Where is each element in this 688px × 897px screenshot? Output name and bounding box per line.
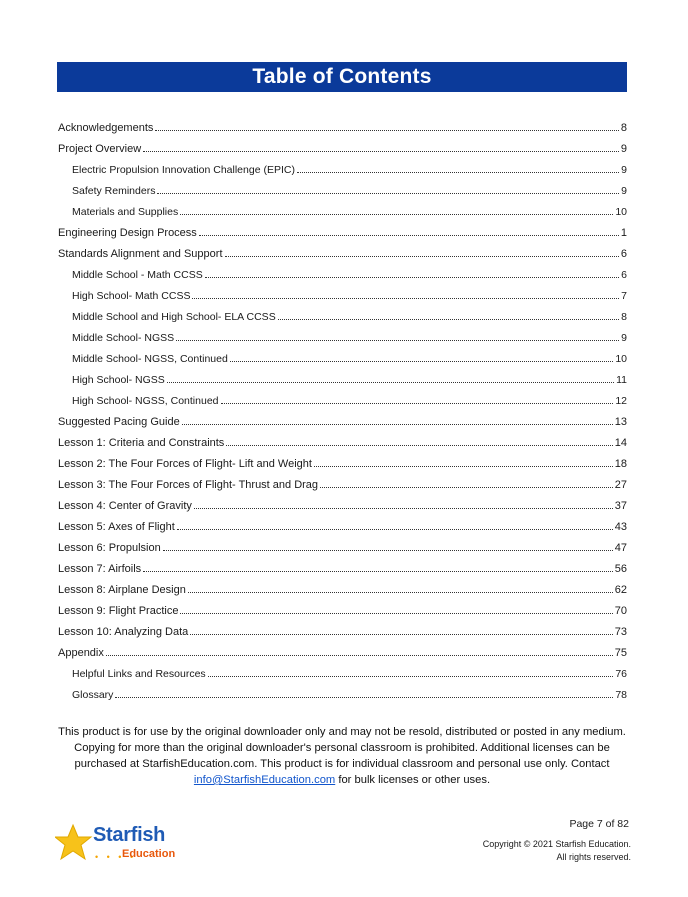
logo-dots: • • • • [95, 852, 137, 862]
toc-entry-label: Glossary [72, 689, 114, 701]
toc-entry-page: 6 [620, 248, 627, 260]
toc-dot-leader [143, 571, 613, 572]
toc-entry[interactable] [58, 307, 627, 328]
toc-entry-label: Acknowledgements [58, 122, 154, 134]
toc-dot-leader [278, 319, 619, 320]
toc-entry[interactable] [58, 349, 627, 370]
toc-entry-label: Middle School and High School- ELA CCSS [72, 311, 276, 323]
toc-entry-page: 10 [615, 206, 627, 218]
toc-entry-page: 43 [614, 521, 627, 533]
toc-entry-page: 7 [621, 290, 627, 302]
toc-entry-page: 78 [615, 689, 627, 701]
toc-dot-leader [155, 130, 618, 131]
toc-entry[interactable] [58, 685, 627, 706]
toc-entry[interactable] [58, 286, 627, 307]
page-number: Page 7 of 82 [569, 818, 629, 830]
toc-entry[interactable] [58, 643, 627, 664]
toc-entry-label: Lesson 7: Airfoils [58, 563, 142, 575]
toc-entry-label: Helpful Links and Resources [72, 668, 206, 680]
toc-dot-leader [225, 256, 619, 257]
toc-entry[interactable] [58, 244, 627, 265]
toc-entry-page: 12 [615, 395, 627, 407]
toc-entry-label: Lesson 1: Criteria and Constraints [58, 437, 225, 449]
toc-entry-label: Middle School- NGSS, Continued [72, 353, 228, 365]
toc-entry[interactable] [58, 202, 627, 223]
toc-entry-page: 6 [621, 269, 627, 281]
toc-entry[interactable] [58, 412, 627, 433]
toc-entry-label: Engineering Design Process [58, 227, 197, 239]
toc-dot-leader [194, 508, 613, 509]
toc-dot-leader [157, 193, 619, 194]
toc-entry-page: 62 [614, 584, 627, 596]
notice-text-end: for bulk licenses or other uses. [335, 774, 491, 786]
toc-entry-label: Standards Alignment and Support [58, 248, 223, 260]
toc-entry-page: 9 [621, 332, 627, 344]
toc-entry[interactable] [58, 160, 627, 181]
toc-entry-label: Appendix [58, 647, 104, 659]
page-title: Table of Contents [252, 65, 432, 88]
copyright-line-2: All rights reserved. [556, 852, 631, 862]
toc-entry-page: 9 [621, 164, 627, 176]
toc-entry-page: 75 [614, 647, 627, 659]
toc-title-banner [57, 62, 627, 92]
toc-entry-label: Lesson 10: Analyzing Data [58, 626, 189, 638]
toc-entry-page: 9 [621, 185, 627, 197]
toc-entry[interactable] [58, 580, 627, 601]
toc-dot-leader [205, 277, 619, 278]
toc-entry-page: 13 [614, 416, 627, 428]
toc-entry[interactable] [58, 265, 627, 286]
copyright-notice [483, 838, 631, 864]
toc-entry-page: 8 [621, 311, 627, 323]
toc-dot-leader [176, 340, 619, 341]
toc-entry[interactable] [58, 139, 627, 160]
toc-dot-leader [106, 655, 613, 656]
toc-entry-label: Project Overview [58, 143, 142, 155]
toc-entry-label: Middle School - Math CCSS [72, 269, 203, 281]
toc-entry-page: 73 [614, 626, 627, 638]
toc-dot-leader [297, 172, 619, 173]
toc-entry[interactable] [58, 538, 627, 559]
toc-entry-page: 27 [614, 479, 627, 491]
toc-entry[interactable] [58, 223, 627, 244]
toc-entry[interactable] [58, 517, 627, 538]
toc-dot-leader [320, 487, 613, 488]
logo-subtitle: Education [122, 848, 176, 860]
toc-entry-page: 14 [614, 437, 627, 449]
toc-dot-leader [226, 445, 612, 446]
toc-entry[interactable] [58, 601, 627, 622]
toc-dot-leader [182, 424, 613, 425]
toc-entry[interactable] [58, 118, 627, 139]
toc-dot-leader [177, 529, 613, 530]
toc-entry-page: 70 [614, 605, 627, 617]
toc-entry[interactable] [58, 181, 627, 202]
toc-dot-leader [180, 214, 613, 215]
toc-entry[interactable] [58, 496, 627, 517]
toc-dot-leader [163, 550, 613, 551]
toc-dot-leader [115, 697, 613, 698]
toc-entry[interactable] [58, 622, 627, 643]
toc-entry[interactable] [58, 475, 627, 496]
toc-dot-leader [208, 676, 614, 677]
toc-entry[interactable] [58, 328, 627, 349]
toc-entry-page: 47 [614, 542, 627, 554]
toc-entry-label: Lesson 8: Airplane Design [58, 584, 186, 596]
toc-entry-page: 1 [620, 227, 627, 239]
toc-entry-label: Lesson 6: Propulsion [58, 542, 161, 554]
toc-entry-page: 10 [615, 353, 627, 365]
toc-dot-leader [143, 151, 619, 152]
toc-entry-label: High School- NGSS, Continued [72, 395, 219, 407]
contact-email-link[interactable]: info@StarfishEducation.com [193, 774, 336, 786]
logo-wordmark: Starfish [93, 824, 166, 846]
toc-dot-leader [314, 466, 613, 467]
toc-entry[interactable] [58, 370, 627, 391]
toc-dot-leader [221, 403, 614, 404]
toc-entry-label: Suggested Pacing Guide [58, 416, 180, 428]
toc-entry-page: 76 [615, 668, 627, 680]
toc-entry[interactable] [58, 391, 627, 412]
toc-dot-leader [167, 382, 614, 383]
toc-entry-label: High School- NGSS [72, 374, 165, 386]
toc-entry-label: Lesson 4: Center of Gravity [58, 500, 192, 512]
table-of-contents [58, 118, 627, 706]
toc-entry-page: 56 [614, 563, 627, 575]
toc-dot-leader [190, 634, 612, 635]
toc-entry-page: 37 [614, 500, 627, 512]
toc-entry[interactable] [58, 664, 627, 685]
toc-entry-label: Safety Reminders [72, 185, 156, 197]
toc-dot-leader [199, 235, 619, 236]
toc-dot-leader [230, 361, 613, 362]
toc-entry-page: 18 [614, 458, 627, 470]
toc-dot-leader [188, 592, 613, 593]
toc-entry[interactable] [58, 433, 627, 454]
toc-entry-page: 9 [620, 143, 627, 155]
toc-entry-label: Materials and Supplies [72, 206, 179, 218]
toc-dot-leader [192, 298, 619, 299]
toc-entry-label: Lesson 9: Flight Practice [58, 605, 179, 617]
starfish-education-logo [55, 823, 185, 865]
starfish-star-icon [55, 823, 95, 863]
toc-dot-leader [180, 613, 612, 614]
toc-entry-label: Middle School- NGSS [72, 332, 175, 344]
toc-entry[interactable] [58, 559, 627, 580]
copyright-line-1: Copyright © 2021 Starfish Education. [482, 839, 631, 849]
toc-entry-label: Electric Propulsion Innovation Challenge (EPIC) [72, 164, 295, 176]
toc-entry-label: Lesson 2: The Four Forces of Flight- Lift and Weight [58, 458, 312, 470]
toc-entry-label: Lesson 3: The Four Forces of Flight- Thrust and Drag [58, 479, 319, 491]
toc-entry-label: High School- Math CCSS [72, 290, 191, 302]
toc-entry-page: 11 [616, 374, 627, 386]
toc-entry-page: 8 [620, 122, 627, 134]
toc-entry-label: Lesson 5: Axes of Flight [58, 521, 175, 533]
notice-text: This product is for use by the original downloader only and may not be resold, distributed or posted in any medium. Copying for more than the original downloader's personal classroom is prohibited. Additional licenses can be purchased at StarfishEducation.com. This product is for individual classroom and personal use only. Contact [58, 726, 626, 770]
usage-notice [57, 724, 627, 788]
toc-entry[interactable] [58, 454, 627, 475]
